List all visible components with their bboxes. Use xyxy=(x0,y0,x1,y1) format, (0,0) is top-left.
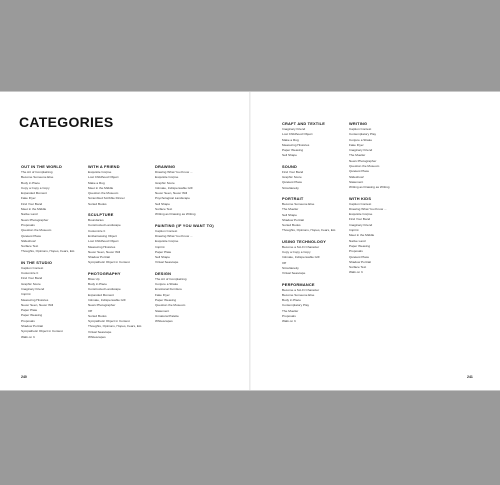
category-section xyxy=(88,212,152,266)
category-item: Native Land xyxy=(349,238,366,243)
category-item: Proposals xyxy=(21,222,35,227)
category-item: Statement xyxy=(155,308,170,313)
category-item: Expanded Moment xyxy=(21,191,47,196)
category-heading: DESIGN xyxy=(155,270,172,276)
category-item: Virtual Seascape xyxy=(88,329,112,334)
category-item: Proposals xyxy=(282,314,296,319)
category-item: Question the Museum xyxy=(88,191,119,196)
category-item: Paper Plate xyxy=(21,308,38,313)
category-item: The Mueller xyxy=(282,207,299,212)
category-item: Copy a Copy a Copy xyxy=(21,185,50,190)
category-item: Drawing What You Know ... xyxy=(155,170,193,174)
category-item: Lost Childhood Object xyxy=(282,132,313,137)
category-item: Constructed Landscape xyxy=(88,287,121,292)
category-item: Thoughts, Opinions, Hopes, Fears, Etc. xyxy=(88,324,143,329)
category-section xyxy=(155,164,219,218)
category-item: Imprint xyxy=(155,244,165,249)
category-item: Paper Plate xyxy=(155,249,172,254)
category-section xyxy=(282,164,346,191)
category-item: The Mueller xyxy=(349,153,366,158)
category-item: Surface Text xyxy=(21,244,39,249)
category-item: Never Seen, Never Will xyxy=(155,191,188,196)
category-section xyxy=(88,164,152,207)
category-item: Native Land xyxy=(21,212,38,217)
category-item: Quietest Place xyxy=(349,254,370,259)
category-heading: WITH KIDS xyxy=(349,195,372,201)
category-item: The Art of Complaining xyxy=(21,170,53,174)
category-section xyxy=(282,239,346,277)
category-item: Shadow Portrait xyxy=(349,259,372,264)
category-item: Find Your Band xyxy=(282,169,304,174)
category-item: Measuring Histories xyxy=(282,142,310,147)
category-item: Meet in the Middle xyxy=(21,207,47,212)
category-item: Exquisite Corpse xyxy=(88,170,112,174)
category-heading: IN THE STUDIO xyxy=(21,259,53,265)
category-item: Surface Text xyxy=(155,207,173,212)
category-item: The Mueller xyxy=(282,308,299,313)
category-item: Lost Childhood Object xyxy=(88,175,119,180)
category-item: Proposals xyxy=(349,249,363,254)
book-gutter xyxy=(249,92,251,390)
category-section xyxy=(155,271,219,325)
category-item: Writing as Drawing as Writing xyxy=(155,212,196,217)
category-item: Off xyxy=(282,260,287,265)
category-section xyxy=(155,223,219,266)
category-item: Sympathetic Object in Contest xyxy=(21,329,63,334)
category-item: Thoughts, Opinions, Hopes, Fears, Etc. xyxy=(282,228,337,233)
category-column-5 xyxy=(349,121,413,281)
category-item: Drawing What You Know ... xyxy=(155,233,193,238)
category-item: Sorted Books xyxy=(282,223,301,228)
category-item: Quietest Place xyxy=(282,180,303,185)
category-item: Embarrassing Object xyxy=(88,233,117,238)
category-item: Walk on It xyxy=(282,319,296,324)
category-section xyxy=(282,121,346,159)
category-item: Fake Flyer xyxy=(21,196,36,201)
category-item: Psychological Landscape xyxy=(155,196,190,201)
category-item: Intimate, Indispensable GIF xyxy=(88,297,126,302)
category-item: Sorted Books xyxy=(88,313,107,318)
category-item: Statement xyxy=(349,179,364,184)
category-item: Paper Weaving xyxy=(349,243,371,248)
category-item: Conjure a Shake xyxy=(349,137,373,142)
category-item: Body in Place xyxy=(21,180,40,185)
category-item: Become a Sci-Fi Character xyxy=(282,287,320,292)
category-item: Paper Weaving xyxy=(282,148,304,153)
category-item: Question the Museum xyxy=(21,228,52,233)
category-item: Unnatural Palette xyxy=(155,313,179,318)
category-item: Imaginary Friend xyxy=(21,286,45,291)
category-item: Thoughts, Opinions, Hopes, Fears, Etc. xyxy=(21,249,76,254)
category-item: Caption Contest xyxy=(349,127,372,131)
category-item: Customize It xyxy=(21,271,39,276)
category-item: Graphic Score xyxy=(21,281,41,286)
category-item: Scrambled Scribble Dinner xyxy=(88,196,125,201)
category-item: Virtual Seascape xyxy=(282,271,306,276)
category-item: Lost Childhood Object xyxy=(88,239,119,244)
category-item: Paper Weaving xyxy=(155,297,177,302)
category-heading: DRAWING xyxy=(155,164,176,169)
category-item: Imaginary Friend xyxy=(349,222,373,227)
category-item: Writing as Drawing as Writing xyxy=(349,185,390,190)
category-item: Imprint xyxy=(21,292,31,297)
category-item: Blow Up xyxy=(88,276,100,281)
page-number-right: 241 xyxy=(467,375,473,379)
category-column-2 xyxy=(88,164,152,345)
category-heading: CRAFT AND TEXTILE xyxy=(282,121,326,126)
category-section xyxy=(21,260,85,340)
category-item: Constructed Landscape xyxy=(88,223,121,228)
category-item: Caption Contest xyxy=(349,201,372,206)
page-title: CATEGORIES xyxy=(19,114,114,130)
category-section xyxy=(21,164,85,255)
category-item: Exquisite Corpse xyxy=(155,239,179,244)
category-item: Exquisite Corpse xyxy=(155,175,179,180)
category-item: Imaginary Friend xyxy=(349,148,373,153)
category-item: Measuring Histories xyxy=(88,244,116,249)
category-item: Exquisite Corpse xyxy=(349,212,373,217)
category-item: News Photographer xyxy=(349,158,377,163)
category-item: News Photographer xyxy=(21,217,49,222)
category-item: Imprint xyxy=(349,228,359,233)
category-item: Intimate, Indispensable GIF xyxy=(282,255,320,260)
category-item: Conjure a Shake xyxy=(155,282,179,287)
category-item: Boundaries xyxy=(88,218,104,223)
category-item: Slideshow! xyxy=(349,174,364,179)
category-item: Make a Rug xyxy=(88,180,105,185)
category-item: Question the Museum xyxy=(349,164,380,169)
category-item: Contemplatory Play xyxy=(349,132,376,137)
category-section xyxy=(88,271,152,341)
category-item: Sympathetic Object in Contest xyxy=(88,260,130,265)
category-item: Virtual Seascape xyxy=(155,260,179,265)
category-item: Off xyxy=(88,308,93,313)
category-column-4 xyxy=(282,121,346,330)
category-heading: SCULPTURE xyxy=(88,212,114,218)
category-column-1 xyxy=(21,164,85,345)
category-item: Never Seen, Never Will xyxy=(21,302,54,307)
category-item: Sell Shape xyxy=(282,212,297,217)
category-item: Sell Shape xyxy=(155,201,170,206)
category-item: Imaginary Friend xyxy=(282,127,306,131)
category-section xyxy=(282,282,346,325)
category-item: Body in Place xyxy=(88,282,107,287)
category-item: Caption Contest xyxy=(21,265,44,270)
category-item: Simultaneity xyxy=(282,265,299,270)
category-item: Shadow Portrait xyxy=(21,324,44,329)
category-item: Paper Weaving xyxy=(21,313,43,318)
category-item: Simultaneity xyxy=(282,185,299,190)
category-heading: WITH A FRIEND xyxy=(88,164,120,169)
category-item: Sorted Books xyxy=(88,201,107,206)
category-heading: OUT IN THE WORLD xyxy=(21,164,63,169)
category-item: Whitescapes xyxy=(155,319,173,324)
category-heading: PHOTOGRAPHY xyxy=(88,270,121,276)
category-section xyxy=(349,121,413,191)
category-item: Quietest Place xyxy=(349,169,370,174)
category-item: Become Someone Else xyxy=(282,292,315,297)
category-item: Contemplatory Play xyxy=(282,303,309,308)
category-section xyxy=(349,196,413,276)
category-item: Expanded Moment xyxy=(88,292,114,297)
category-item: Become a Sci-Fi Character xyxy=(282,244,320,249)
category-heading: PORTRAIT xyxy=(282,195,304,201)
category-item: Graphic Score xyxy=(155,180,175,185)
category-item: Find Your Band xyxy=(21,276,43,281)
category-item: Find Your Band xyxy=(21,201,43,206)
category-item: Slideshow! xyxy=(21,238,36,243)
category-item: Meet in the Middle xyxy=(349,233,375,238)
category-item: Intimate, Indispensable GIF xyxy=(155,185,193,190)
category-heading: PAINTING (IF YOU WANT TO) xyxy=(155,222,214,228)
category-item: Emotional Furniture xyxy=(155,287,182,292)
category-item: Customize It xyxy=(88,228,106,233)
book-spread xyxy=(0,92,500,390)
category-item: Measuring Histories xyxy=(21,297,49,302)
category-heading: PERFORMANCE xyxy=(282,281,315,287)
category-item: News Photographer xyxy=(88,303,116,308)
category-item: Proposals xyxy=(21,318,35,323)
category-item: Find Your Band xyxy=(349,217,371,222)
category-item: Never Seen, Never Will xyxy=(88,249,121,254)
category-item: Shadow Portrait xyxy=(88,255,111,260)
category-item: Whitescapes xyxy=(88,335,106,340)
category-item: Walk on It xyxy=(349,270,363,275)
category-item: Sell Shape xyxy=(155,255,170,260)
category-item: Meet in the Middle xyxy=(88,185,114,190)
category-item: Become Someone Else xyxy=(21,175,54,180)
category-column-3 xyxy=(155,164,219,329)
category-heading: USING TECHNOLOGY xyxy=(282,238,327,244)
category-item: Body in Place xyxy=(282,298,301,303)
category-section xyxy=(282,196,346,234)
category-item: Copy a Copy a Copy xyxy=(282,250,311,255)
category-item: Become Someone Else xyxy=(282,201,315,206)
category-item: Drawing What You Know ... xyxy=(349,206,387,211)
category-item: Surface Text xyxy=(349,265,367,270)
category-item: Fake Flyer xyxy=(155,292,170,297)
category-item: Graphic Score xyxy=(282,175,302,180)
category-item: Make a Rug xyxy=(282,137,299,142)
category-item: The Art of Complaining xyxy=(155,276,187,281)
category-item: Walk on It xyxy=(21,334,35,339)
category-item: Sell Shape xyxy=(282,153,297,158)
category-item: Quietest Place xyxy=(21,233,42,238)
category-item: Shadow Portrait xyxy=(282,217,305,222)
category-item: Sympathetic Object in Contest xyxy=(88,319,130,324)
page-number-left: 240 xyxy=(21,375,27,379)
category-heading: WRITING xyxy=(349,121,368,126)
category-item: Caption Contest xyxy=(155,228,178,233)
category-item: Question the Museum xyxy=(155,303,186,308)
category-item: Fake Flyer xyxy=(349,142,364,147)
category-heading: SOUND xyxy=(282,163,298,169)
